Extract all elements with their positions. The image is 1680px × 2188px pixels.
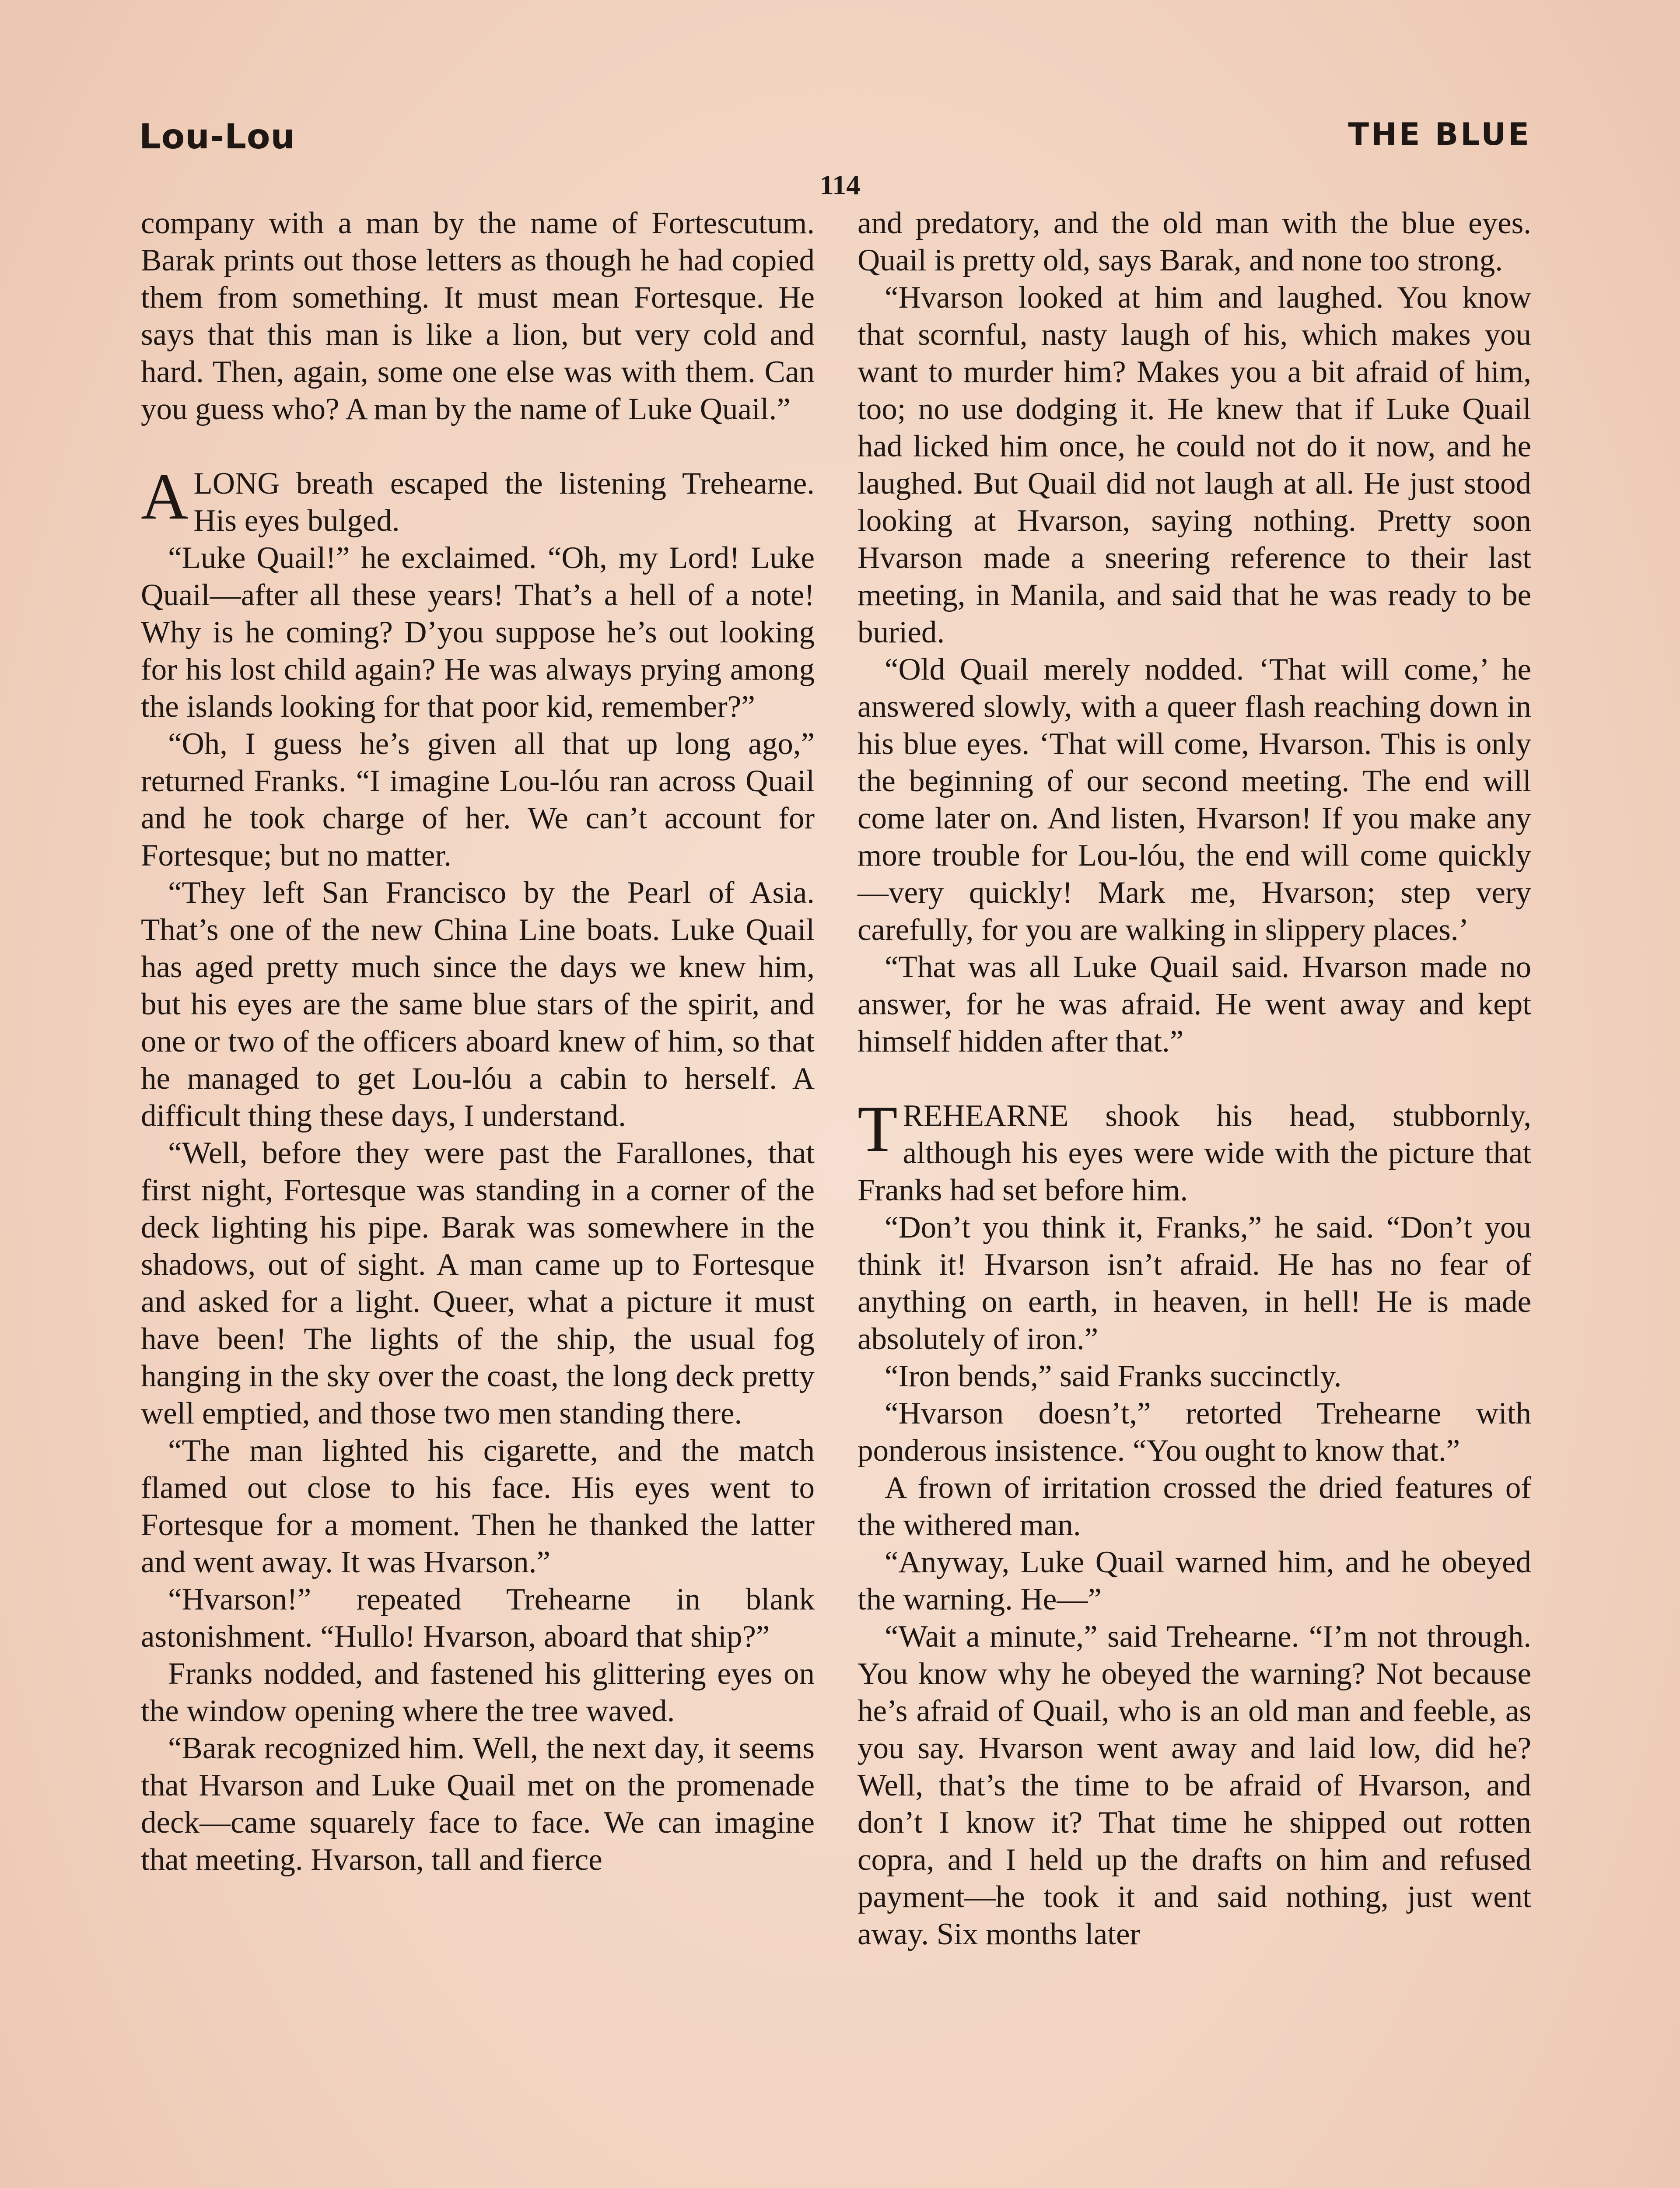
paragraph-text: company with a man by the name of Fortescutum. Barak prints out those letters as though he had copied them from something. It must mean Fortesque. He says that this man is like a lion, but very cold and hard. Then, again, some one else was with them. Can you guess who? A man by the name of Luke Quail.” <box>141 206 815 426</box>
paragraph-text: A frown of irritation crossed the dried features of the withered man. <box>858 1471 1531 1542</box>
paragraph-text: REHEARNE shook his head, stubbornly, although his eyes were wide with the picture that Franks had set before him. <box>858 1099 1531 1207</box>
paragraph-text: “Hvarson doesn’t,” retorted Trehearne with ponderous insistence. “You ought to know that.” <box>858 1396 1531 1468</box>
paragraph <box>141 874 815 1135</box>
paragraph-text: “Hvarson!” repeated Trehearne in blank astonishment. “Hullo! Hvarson, aboard that ship?” <box>141 1582 815 1654</box>
left-text-column <box>141 205 815 1879</box>
page-number: 114 <box>819 169 861 200</box>
paragraph <box>141 1135 815 1432</box>
paragraph <box>858 1209 1531 1358</box>
paragraph <box>141 540 815 726</box>
paragraph <box>141 1432 815 1581</box>
paragraph-text: “Luke Quail!” he exclaimed. “Oh, my Lord! Luke Quail—after all these years! That’s a hell of a note! Why is he coming? D’you suppose he’s out looking for his lost child again? He was always prying among the islands looking for that poor kid, remember?” <box>141 541 815 724</box>
paragraph <box>141 1581 815 1655</box>
paragraph-text: “Old Quail merely nodded. ‘That will come,’ he answered slowly, with a queer flash reaching down in his blue eyes. ‘That will come, Hvarson. This is only the beginning of our second meeting. The end will come later on. And listen, Hvarson! If you make any more trouble for Lou-lóu, the end will come quickly—very quickly! Mark me, Hvarson; step very carefully, for you are walking in slippery places.’ <box>858 652 1531 947</box>
paragraph-text: “Don’t you think it, Franks,” he said. “Don’t you think it! Hvarson isn’t afraid. He has no fear of anything on earth, in heaven, in hell! He is made absolutely of iron.” <box>858 1210 1531 1356</box>
paragraph <box>858 1093 1531 1209</box>
paragraph <box>858 949 1531 1060</box>
paragraph-text: “Wait a minute,” said Trehearne. “I’m not through. You know why he obeyed the warning? Not because he’s afraid of Quail, who is an old man and feeble, as you say. Hvarson went away and laid low, did he? Well, that’s the time to be afraid of Hvarson, and don’t I know it? That time he shipped out rotten copra, and I held up the drafts on him and refused payment—he took it and said nothing, just went away. Six months later <box>858 1620 1531 1951</box>
paragraph-text: “The man lighted his cigarette, and the match flamed out close to his face. His eyes went to Fortesque for a moment. Then he thanked the latter and went away. It was Hvarson.” <box>141 1434 815 1579</box>
paragraph-text: “Barak recognized him. Well, the next day, it seems that Hvarson and Luke Quail met on the promenade deck—came squarely face to face. We can imagine that meeting. Hvarson, tall and fierce <box>141 1731 815 1877</box>
paragraph-text: LONG breath escaped the listening Trehearne. His eyes bulged. <box>193 466 815 538</box>
paragraph <box>141 1655 815 1730</box>
paragraph-text: and predatory, and the old man with the blue eyes. Quail is pretty old, says Barak, and none too strong. <box>858 206 1531 277</box>
paragraph <box>858 1618 1531 1953</box>
paragraph <box>141 726 815 874</box>
paragraph-text: “That was all Luke Quail said. Hvarson made no answer, for he was afraid. He went away and kept himself hidden after that.” <box>858 950 1531 1059</box>
paragraph-text: “They left San Francisco by the Pearl of Asia. That’s one of the new China Line boats. Luke Quail has aged pretty much since the days we knew him, but his eyes are the same blue stars of the spirit, and one or two of the officers aboard knew of him, so that he managed to get Lou-lóu a cabin to herself. A difficult thing these days, I understand. <box>141 876 815 1133</box>
paragraph-text: Franks nodded, and fastened his glittering eyes on the window opening where the tree waved. <box>141 1657 815 1728</box>
running-header-magazine: THE BLUE <box>1348 116 1531 152</box>
paragraph <box>858 651 1531 949</box>
paragraph-text: “Well, before they were past the Farallones, that first night, Fortesque was standing in a corner of the deck lighting his pipe. Barak was somewhere in the shadows, out of sight. A man came up to Fortesque and asked for a light. Queer, what a picture it must have been! The lights of the ship, the usual fog hanging in the sky over the coast, the long deck pretty well emptied, and those two men standing there. <box>141 1136 815 1431</box>
right-text-column <box>858 205 1531 1953</box>
paragraph <box>858 1395 1531 1469</box>
paragraph <box>858 1544 1531 1618</box>
running-header-title: Lou-Lou <box>139 117 296 157</box>
paragraph-text: “Oh, I guess he’s given all that up long ago,” returned Franks. “I imagine Lou-lóu ran across Quail and he took charge of her. We can’t account for Fortesque; but no matter. <box>141 727 815 873</box>
paragraph <box>141 460 815 540</box>
paragraph <box>141 205 815 428</box>
paragraph-text: “Anyway, Luke Quail warned him, and he obeyed the warning. He—” <box>858 1545 1531 1616</box>
paragraph <box>858 205 1531 279</box>
paragraph <box>858 279 1531 651</box>
paragraph-text: “Hvarson looked at him and laughed. You know that scornful, nasty laugh of his, which makes you want to murder him? Makes you a bit afraid of him, too; no use dodging it. He knew that if Luke Quail had licked him once, he could not do it now, and he laughed. But Quail did not laugh at all. He just stood looking at Hvarson, saying nothing. Pretty soon Hvarson made a sneering reference to their last meeting, in Manila, and said that he was ready to be buried. <box>858 281 1531 649</box>
paragraph <box>141 1730 815 1879</box>
paragraph <box>858 1358 1531 1395</box>
drop-cap: A <box>141 460 189 533</box>
paragraph <box>858 1469 1531 1544</box>
drop-cap: T <box>858 1093 898 1165</box>
paragraph-text: “Iron bends,” said Franks succinctly. <box>885 1359 1342 1393</box>
